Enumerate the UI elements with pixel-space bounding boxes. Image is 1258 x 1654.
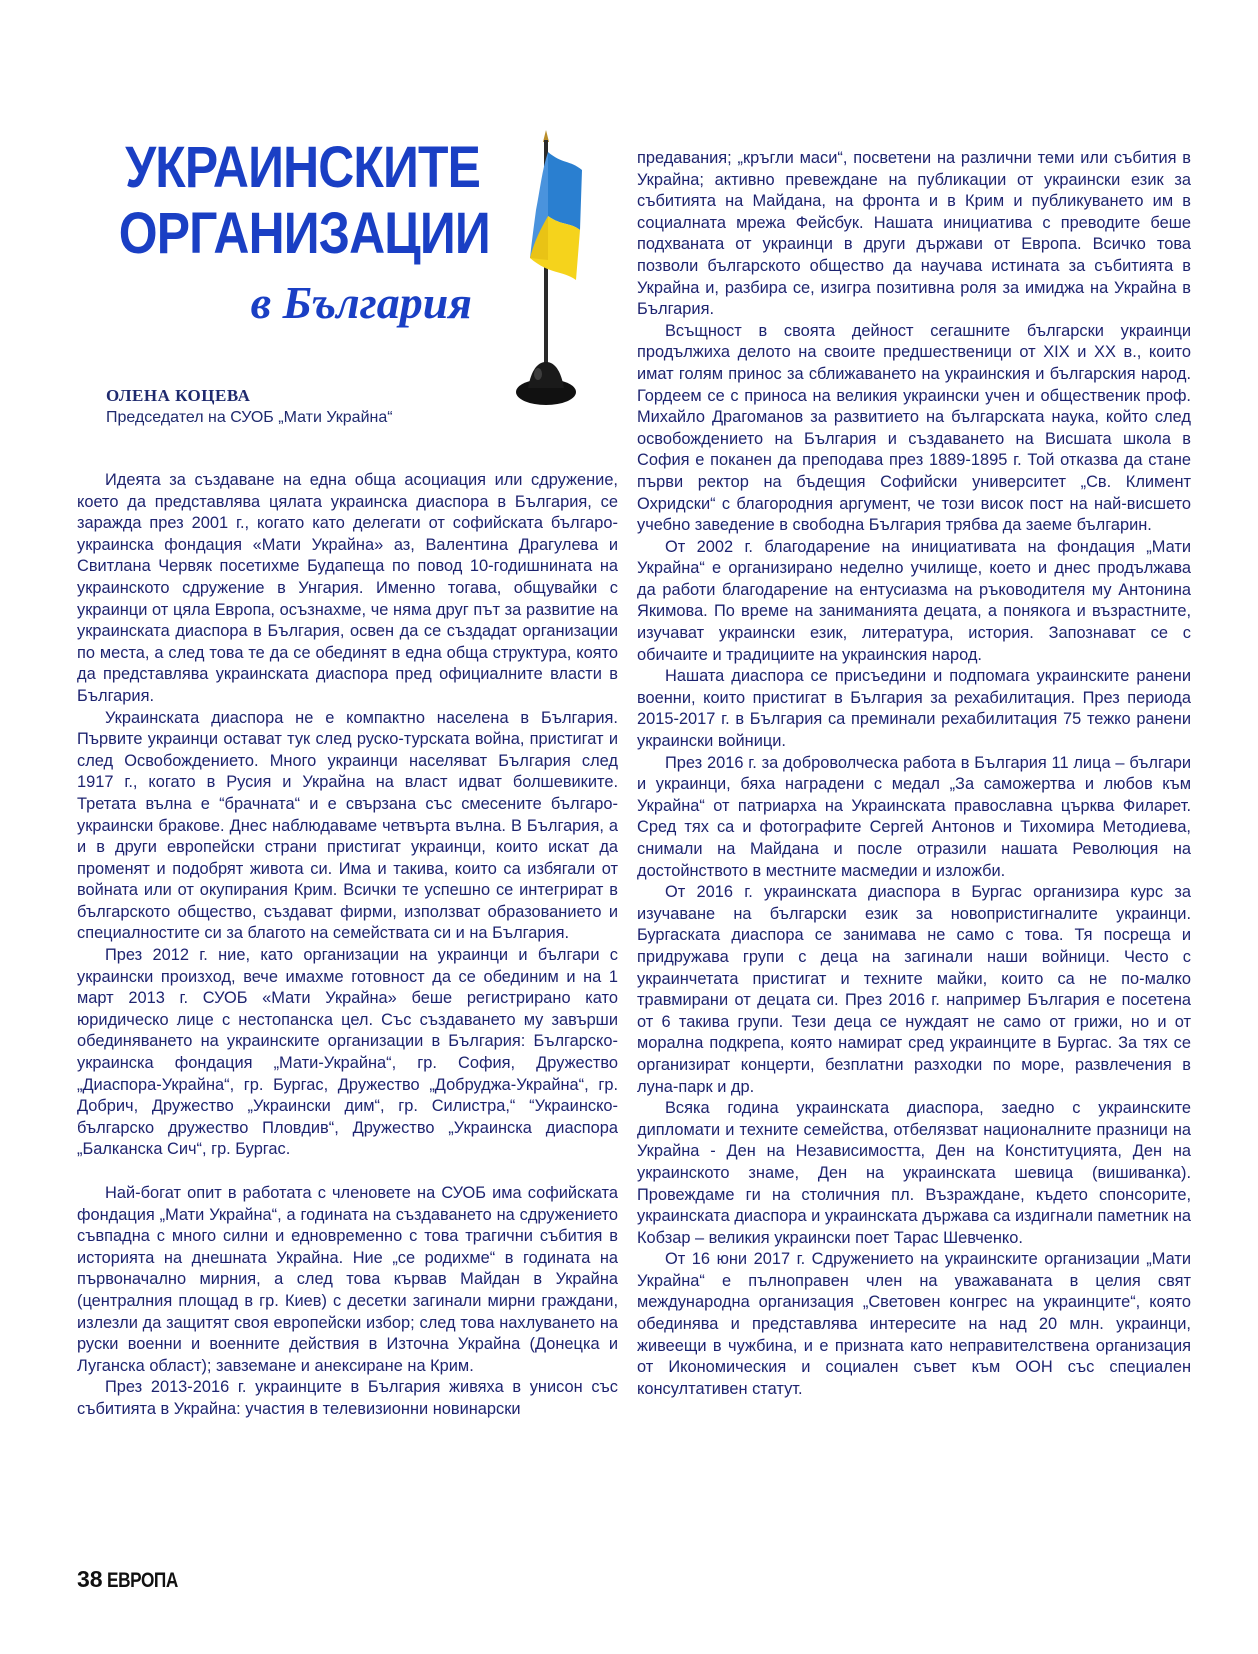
paragraph: През 2013-2016 г. украинците в България живяха в унисон със събитията в Украйна: участия в телевизионни новинарски [77,1378,618,1418]
article-title [60,135,490,267]
left-column [77,470,618,1421]
right-column [637,148,1191,1400]
author-role: Председател на СУОБ „Мати Украйна“ [106,409,393,426]
paragraph: Украинската диаспора не е компактно населена в България. Първите украинци остават тук след руско-турската война, пристигат и след Освобождението. Много украинци населяват България след 1917 г., когато в Русия и Украйна на власт идват болшевиките. Третата вълна е “брачната“ и е свързана със смесените българо-украински бракове. Днес наблюдаваме четвърта вълна. В България, а и в други европейски страни пристигат украинци, които искат да променят и подобрят живота си. Има и такива, които са избягали от войната или от окупирания Крим. Всички те успешно се интегрират в българското общество, създават фирми, използват образованието и специалностите си за благото на семействата си и на България. [77,708,618,943]
title-line-2: ОРГАНИЗАЦИИ [118,201,490,266]
paragraph: предавания; „кръгли маси“, посветени на различни теми или събития в Украйна; активно превеждане на публикации от украински език за събитията на Майдана, на фронта и в Крим и публикуването им в социалната мрежа Фейсбук. Нашата инициатива с преводите беше подхваната от украинци в други държави от Европа. Всичко това позволи българското общество да научава истината за събитията в Украйна и, разбира се, изигра позитивна роля за имиджа на Украйна в България. [637,149,1191,319]
paragraph: През 2016 г. за доброволческа работа в България 11 лица – българи и украинци, бяха наградени с медал „За саможертва и любов към Украйна“ от патриарха на Украинската православна църква Филарет. Сред тях са и фотографите Сергей Антонов и Тихомира Методиева, снимали на Майдана и после отразили нашата Революция на достойнството в местните масмедии и изложби. [637,753,1191,880]
magazine-logo: ЕВРОПА [106,1569,178,1592]
paragraph: Всяка година украинската диаспора, заедно с украинските дипломати и техните семейства, отбелязват националните празници на Украйна - Ден на Независимостта, Ден на Конституцията, Ден на украинското знаме, Ден на украинската шевица (вишиванка). Провеждаме ги на столичния пл. Възраждане, където спонсорите, украинската диаспора и украинската държава са издигнали паметник на Кобзар – великия украински поет Тарас Шевченко. [637,1099,1191,1247]
paragraph: От 16 юни 2017 г. Сдружението на украинските организации „Мати Украйна“ е пълноправен член на уважаваната в целия свят международна организация „Световен конгрес на украинците“, която обединява и представлява интересите на над 20 млн. украинци, живеещи в чужбина, и е призната като неправителствена организация от Икономическия и социален съвет към ООН със специален консултативен статут. [637,1250,1191,1398]
author-block [106,386,466,427]
ukrainian-table-flag-icon [500,130,600,415]
page-footer [77,1566,193,1593]
page-number: 38 [77,1566,103,1592]
paragraph: От 2016 г. украинската диаспора в Бургас организира курс за изучаване на български език за новопристигналите украинци. Бургаската диаспора се занимава не само с това. Тя посреща и придружава групи с деца на загинали наши войници. Често с украинчетата пристигат и техните майки, които са не по-малко травмирани от децата си. През 2016 г. например България е посетена от 6 такива групи. Тези деца се нуждаят не само от грижи, но и от морална подкрепа, която намират сред украинците в Бургас. За тях се организират концерти, безплатни разходки по море, развлечения в луна-парк и др. [637,883,1191,1096]
article-subtitle: в България [250,277,472,328]
author-name: ОЛЕНА КОЦЕВА [106,386,251,405]
paragraph: Всъщност в своята дейност сегашните български украинци продължиха делото на своите предшественици от XIX и XX в., които имат голям принос за сближаването на украинския и българския народ. Гордеем се с приноса на великия украински учен и общественик проф. Михайло Драгоманов за развитието на българската наука, който след освобождението на България и създаването на Висшата школа в София е поканен да преподава през 1889-1895 г. Той отказва да стане първи ректор на бъдещия Софийски университет „Св. Климент Охридски“ с благородния аргумент, че този висок пост на най-висшето учебно заведение в свободна България трябва да заеме българин. [637,321,1191,535]
paragraph: От 2002 г. благодарение на инициативата на фондация „Мати Украйна“ е организирано неделно училище, което и днес продължава да работи благодарение на ентусиазма на ръководителя му Антонина Якимова. По време на заниманията децата, а понякога и възрастните, изучават украински език, литература, история. Запознават се с обичаите и традициите на украинския народ. [637,537,1191,664]
paragraph: През 2012 г. ние, като организации на украинци и българи с украински произход, вече имахме готовност да се обединим и на 1 март 2013 г. СУОБ «Мати Украйна» беше регистрирано като юридическо лице с нестопанска цел. Със създаването му завърши обединяването на украинските организации в България: Българско-украинска фондация „Мати-Украйна“, гр. София, Дружество „Диаспора-Украйна“, гр. Бургас, Дружество „Добруджа-Украйна“, гр. Добрич, Дружество „Украински дим“, гр. Силистра,“ “Украинско-българско дружество Пловдив“, Дружество „Украинска диаспора „Балканска Сич“, гр. Бургас. [77,946,618,1159]
paragraph: Идеята за създаване на една обща асоциация или сдружение, което да представлява цялата украинска диаспора в България, се заражда през 2001 г., когато като делегати от софийската българо-украинска фондация «Мати Украйна» аз, Валентина Драгулева и Свитлана Червяк посетихме Будапеща по повод 10-годишнината на украинското сдружение в Унгария. Именно тогава, общувайки с украинци от цяла Европа, осъзнахме, че няма друг път за развитие на украинската диаспора в България, освен да се създадат организации по места, а след това те да се обединят в една обща структура, която да представлява украинската диаспора пред официалните власти в България. [77,471,618,705]
title-line-1: УКРАИНСКИТЕ [125,135,480,200]
paragraph: Нашата диаспора се присъедини и подпомага украинските ранени военни, които пристигат в България за рехабилитация. През периода 2015-2017 г. в България са преминали рехабилитация 75 тежко ранени украински войници. [637,667,1191,751]
paragraph: Най-богат опит в работата с членовете на СУОБ има софийската фондация „Мати Украйна“, а годината на създаването на сдружението съвпадна с много силни и едновременно с това трагични събития в историята на днешната Украйна. Ние „се родихме“ в годината на първоначално мирния, а след това кървав Майдан в Украйна (централния площад в гр. Киев) с десетки загинали мирни граждани, излезли да защитят своя европейски избор; след това нахлуването на руски военни и военните действия в Източна Украйна (Донецка и Луганска област); завземане и анексиране на Крим. [77,1184,618,1375]
